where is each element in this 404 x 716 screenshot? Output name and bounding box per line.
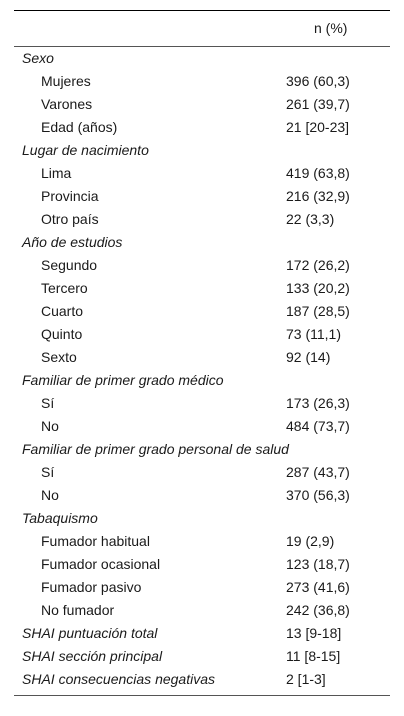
row-label: Otro país — [41, 211, 99, 227]
row-value: 261 (39,7) — [286, 96, 350, 112]
row-label: Año de estudios — [22, 234, 123, 250]
row-label: Sí — [41, 464, 55, 480]
row-value: 484 (73,7) — [286, 418, 350, 434]
category-row — [14, 139, 390, 162]
demographics-table — [14, 10, 390, 696]
row-label: Sexo — [22, 50, 54, 66]
row-value: 216 (32,9) — [286, 188, 350, 204]
row-value: 13 [9-18] — [286, 625, 342, 641]
table-row — [14, 185, 390, 208]
row-value: 419 (63,8) — [286, 165, 350, 181]
row-label: Quinto — [41, 326, 83, 342]
row-value: 123 (18,7) — [286, 556, 350, 572]
category-row — [14, 369, 390, 392]
table-row — [14, 530, 390, 553]
row-label: No — [41, 418, 59, 434]
row-value: 19 (2,9) — [286, 533, 335, 549]
category-row — [14, 622, 390, 645]
row-label: No fumador — [41, 602, 115, 618]
row-value: 370 (56,3) — [286, 487, 350, 503]
table-row — [14, 208, 390, 231]
row-label: Edad (años) — [41, 119, 118, 135]
row-label: Sexto — [41, 349, 77, 365]
row-value: 172 (26,2) — [286, 257, 350, 273]
category-row — [14, 231, 390, 254]
row-label: Provincia — [41, 188, 99, 204]
table-row — [14, 277, 390, 300]
row-label: Lugar de nacimiento — [22, 142, 149, 158]
row-value: 242 (36,8) — [286, 602, 350, 618]
row-value: 187 (28,5) — [286, 303, 350, 319]
row-value: 396 (60,3) — [286, 73, 350, 89]
table-row — [14, 392, 390, 415]
table-row — [14, 346, 390, 369]
row-label: Mujeres — [41, 73, 91, 89]
row-value: 173 (26,3) — [286, 395, 350, 411]
row-value: 133 (20,2) — [286, 280, 350, 296]
table-row — [14, 599, 390, 622]
category-row — [14, 645, 390, 668]
table-row — [14, 254, 390, 277]
table-row — [14, 415, 390, 438]
row-label: Fumador pasivo — [41, 579, 142, 595]
table-row — [14, 323, 390, 346]
row-value: 273 (41,6) — [286, 579, 350, 595]
row-label: Cuarto — [41, 303, 84, 319]
row-label: SHAI sección principal — [22, 648, 163, 664]
row-label: No — [41, 487, 59, 503]
category-row — [14, 668, 390, 691]
row-value: 92 (14) — [286, 349, 331, 365]
table-row — [14, 70, 390, 93]
row-label: Varones — [41, 96, 93, 112]
table-row — [14, 93, 390, 116]
row-value: 287 (43,7) — [286, 464, 350, 480]
table-row — [14, 116, 390, 139]
table-row — [14, 162, 390, 185]
table-body — [14, 47, 390, 695]
row-label: Tercero — [41, 280, 88, 296]
row-label: Familiar de primer grado personal de salud — [22, 441, 289, 457]
row-value: 21 [20-23] — [286, 119, 350, 135]
row-value: 22 (3,3) — [286, 211, 335, 227]
row-label: Sí — [41, 395, 55, 411]
category-row — [14, 47, 390, 70]
row-label: SHAI puntuación total — [22, 625, 158, 641]
category-row — [14, 507, 390, 530]
row-value: 11 [8-15] — [286, 648, 341, 664]
row-label: Familiar de primer grado médico — [22, 372, 224, 388]
table-row — [14, 576, 390, 599]
table-row — [14, 484, 390, 507]
table-bottom-rule — [14, 695, 390, 696]
column-header-n-percent: n (%) — [314, 20, 348, 36]
table-row — [14, 553, 390, 576]
table-row — [14, 300, 390, 323]
row-label: Segundo — [41, 257, 98, 273]
row-label: Lima — [41, 165, 72, 181]
table-row — [14, 461, 390, 484]
row-label: Tabaquismo — [22, 510, 98, 526]
table-header — [14, 11, 390, 46]
category-row — [14, 438, 390, 461]
row-label: SHAI consecuencias negativas — [22, 671, 215, 687]
row-label: Fumador habitual — [41, 533, 150, 549]
row-value: 2 [1-3] — [286, 671, 326, 687]
row-label: Fumador ocasional — [41, 556, 161, 572]
row-value: 73 (11,1) — [286, 326, 341, 342]
